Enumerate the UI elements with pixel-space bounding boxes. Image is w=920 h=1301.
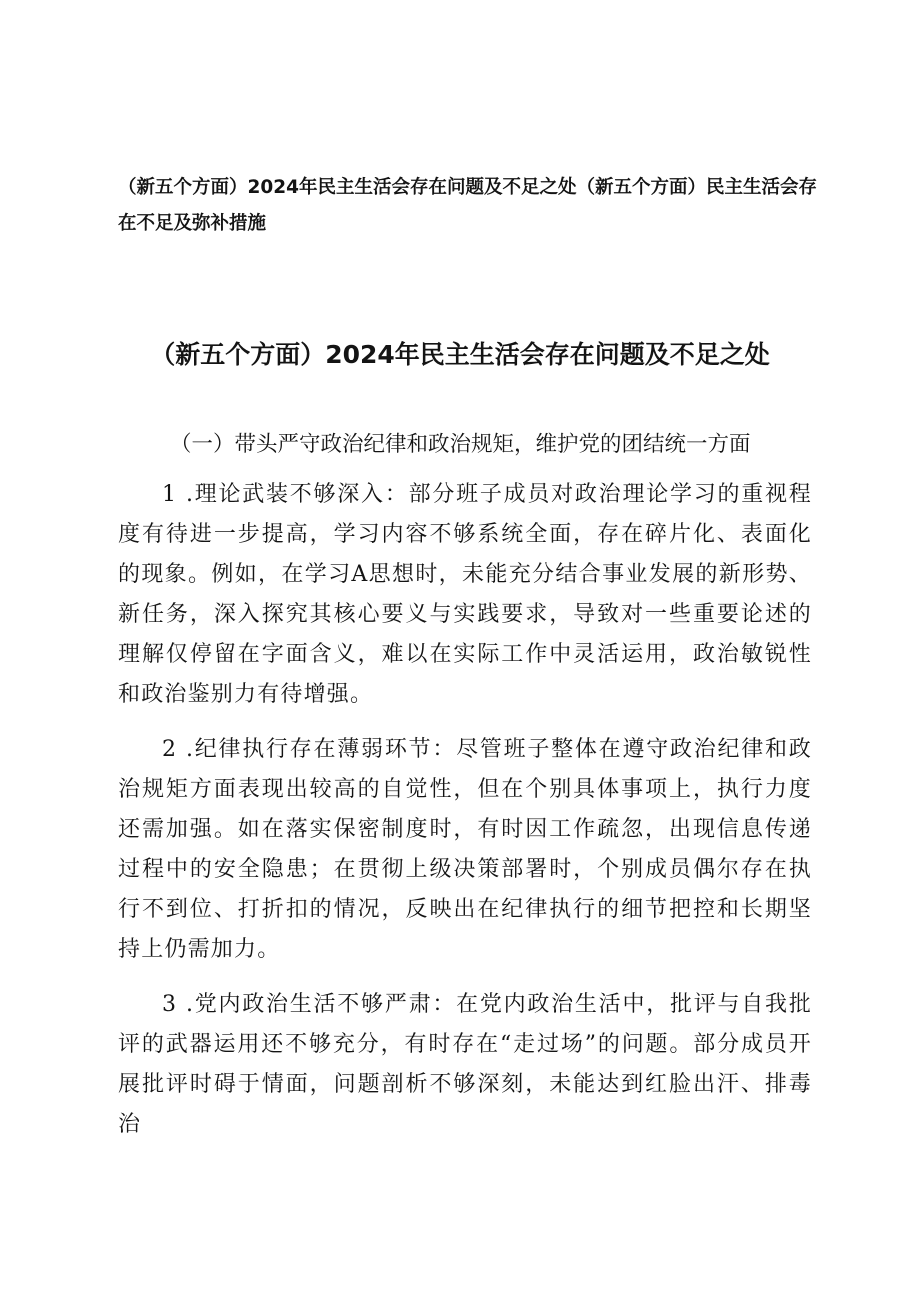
document-body: [118, 475, 812, 1160]
section-heading: （一）带头严守政治纪律和政治规矩，维护党的团结统一方面: [170, 432, 751, 457]
paragraph-party-life: 3 .党内政治生活不够严肃：在党内政治生活中，批评与自我批评的武器运用还不够充分，有时存在“走过场”的问题。部分成员开展批评时碍于情面，问题剖析不够深刻，未能达到红脸出汗、排毒治: [118, 992, 812, 1137]
document-header: （新五个方面）2024年民主生活会存在问题及不足之处（新五个方面）民主生活会存在不足及弥补措施: [118, 177, 817, 234]
paragraph-theory: 1 .理论武装不够深入：部分班子成员对政治理论学习的重视程度有待进一步提高，学习内容不够系统全面，存在碎片化、表面化的现象。例如，在学习A思想时，未能充分结合事业发展的新形势、新任务，深入探究其核心要义与实践要求，导致对一些重要论述的理解仅停留在字面含义，难以在实际工作中灵活运用，政治敏锐性和政治鉴别力有待增强。: [118, 482, 812, 707]
document-title: （新五个方面）2024年民主生活会存在问题及不足之处: [150, 340, 770, 369]
paragraph-discipline: 2 .纪律执行存在薄弱环节：尽管班子整体在遵守政治纪律和政治规矩方面表现出较高的自觉性，但在个别具体事项上，执行力度还需加强。如在落实保密制度时，有时因工作疏忽，出现信息传递过程中的安全隐患；在贯彻上级决策部署时，个别成员偶尔存在执行不到位、打折扣的情况，反映出在纪律执行的细节把控和长期坚持上仍需加力。: [118, 737, 812, 962]
